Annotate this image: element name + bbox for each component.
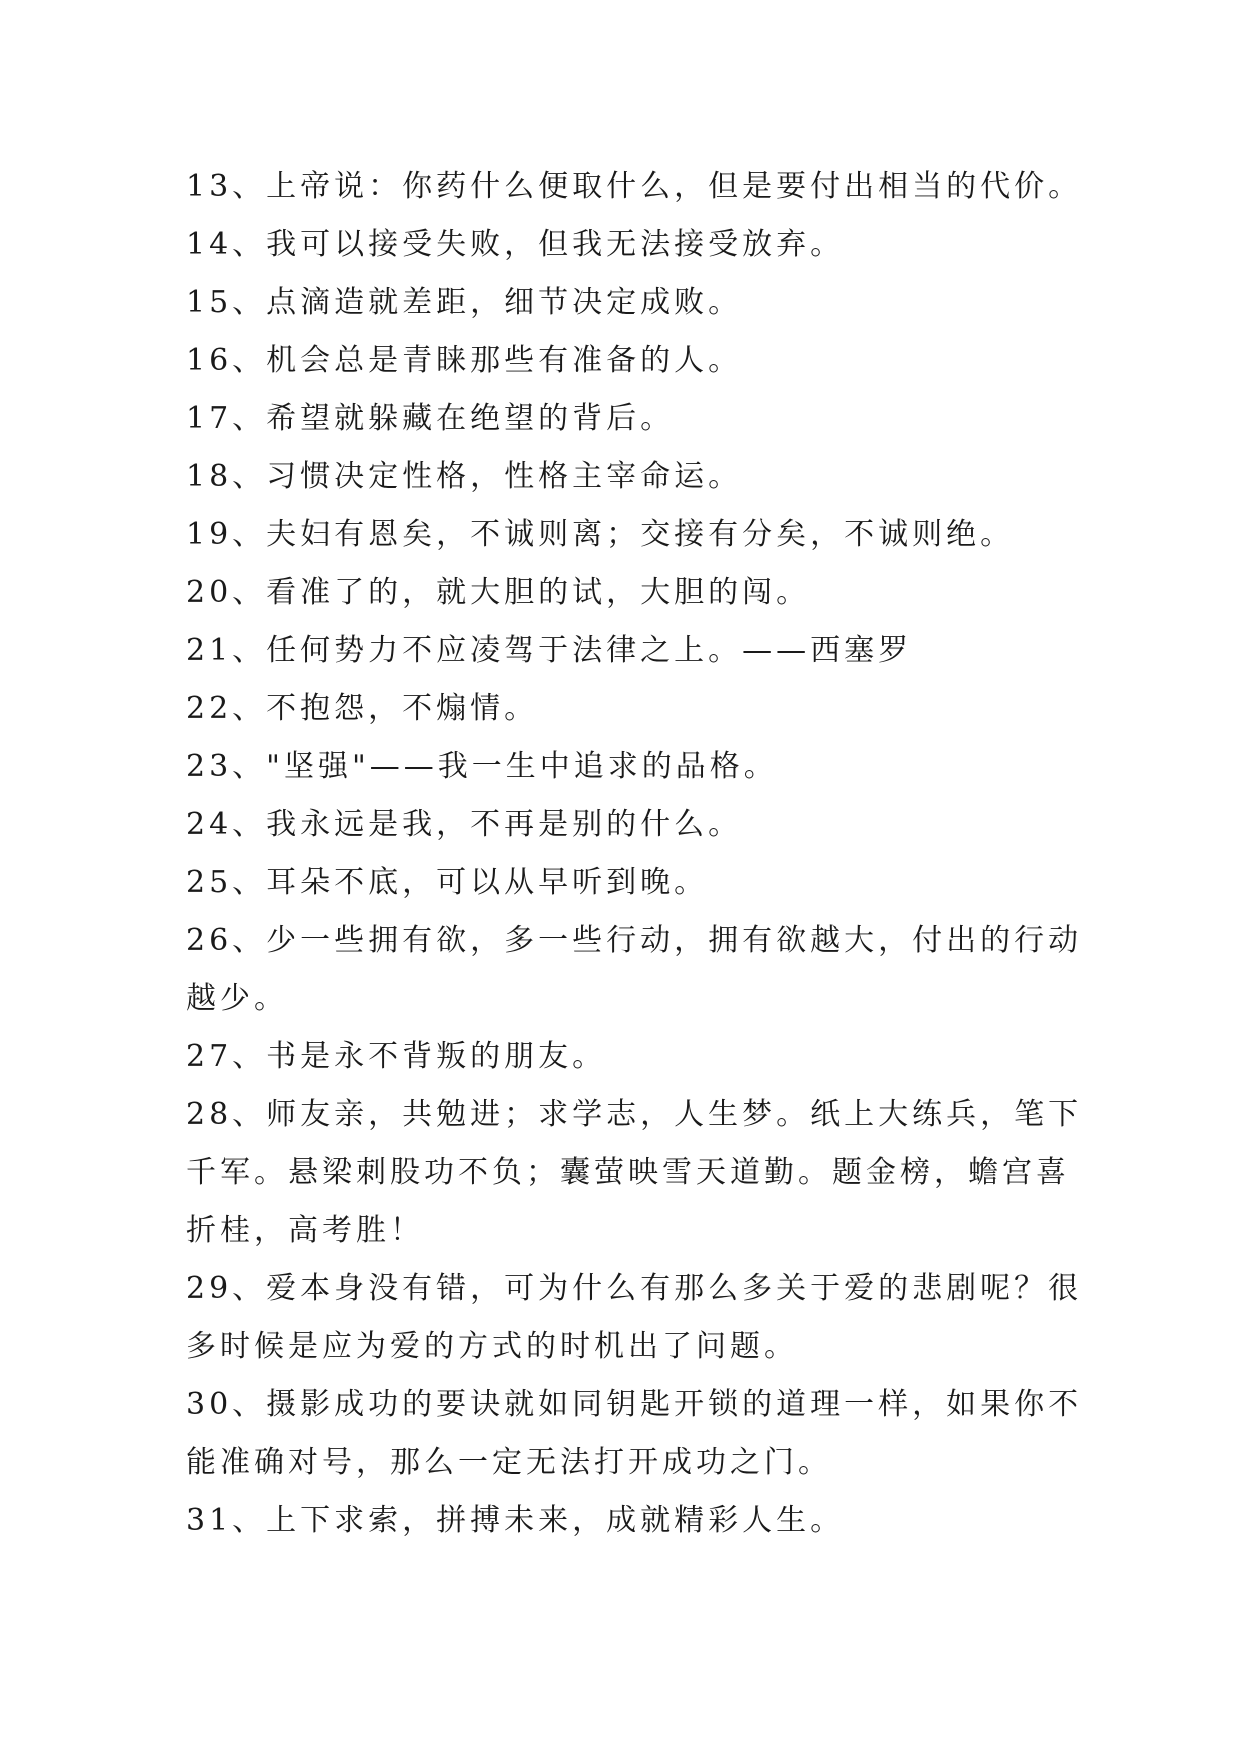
- text-line: 30、摄影成功的要诀就如同钥匙开锁的道理一样，如果你不: [186, 1387, 1083, 1422]
- text-line: 18、习惯决定性格，性格主宰命运。: [186, 459, 743, 494]
- text-line: 越少。: [186, 981, 288, 1016]
- text-line: 25、耳朵不底，可以从早听到晚。: [186, 865, 709, 900]
- text-line: 26、少一些拥有欲，多一些行动，拥有欲越大，付出的行动: [186, 923, 1083, 958]
- text-line: 27、书是永不背叛的朋友。: [186, 1039, 607, 1074]
- text-line: 23、"坚强"——我一生中追求的品格。: [186, 749, 778, 784]
- text-line: 14、我可以接受失败，但我无法接受放弃。: [186, 227, 845, 262]
- text-line: 21、任何势力不应凌驾于法律之上。——西塞罗: [186, 633, 913, 668]
- text-line: 17、希望就躲藏在绝望的背后。: [186, 401, 675, 436]
- text-line: 22、不抱怨，不煽情。: [186, 691, 539, 726]
- text-line: 千军。悬梁刺股功不负；囊萤映雪天道勤。题金榜，蟾宫喜: [186, 1155, 1070, 1190]
- text-line: 能准确对号，那么一定无法打开成功之门。: [186, 1445, 832, 1480]
- text-line: 16、机会总是青睐那些有准备的人。: [186, 343, 743, 378]
- text-line: 29、爱本身没有错，可为什么有那么多关于爱的悲剧呢？很: [186, 1271, 1083, 1306]
- text-line: 多时候是应为爱的方式的时机出了问题。: [186, 1329, 798, 1364]
- text-line: 24、我永远是我，不再是别的什么。: [186, 807, 743, 842]
- text-line: 13、上帝说：你药什么便取什么，但是要付出相当的代价。: [186, 169, 1083, 204]
- text-line: 折桂，高考胜！: [186, 1213, 424, 1248]
- text-line: 15、点滴造就差距，细节决定成败。: [186, 285, 743, 320]
- text-line: 31、上下求索，拼搏未来，成就精彩人生。: [186, 1503, 845, 1538]
- text-line: 20、看准了的，就大胆的试，大胆的闯。: [186, 575, 811, 610]
- text-line: 28、师友亲，共勉进；求学志，人生梦。纸上大练兵，笔下: [186, 1097, 1083, 1132]
- document-body: [186, 158, 1083, 1550]
- text-line: 19、夫妇有恩矣，不诚则离；交接有分矣，不诚则绝。: [186, 517, 1015, 552]
